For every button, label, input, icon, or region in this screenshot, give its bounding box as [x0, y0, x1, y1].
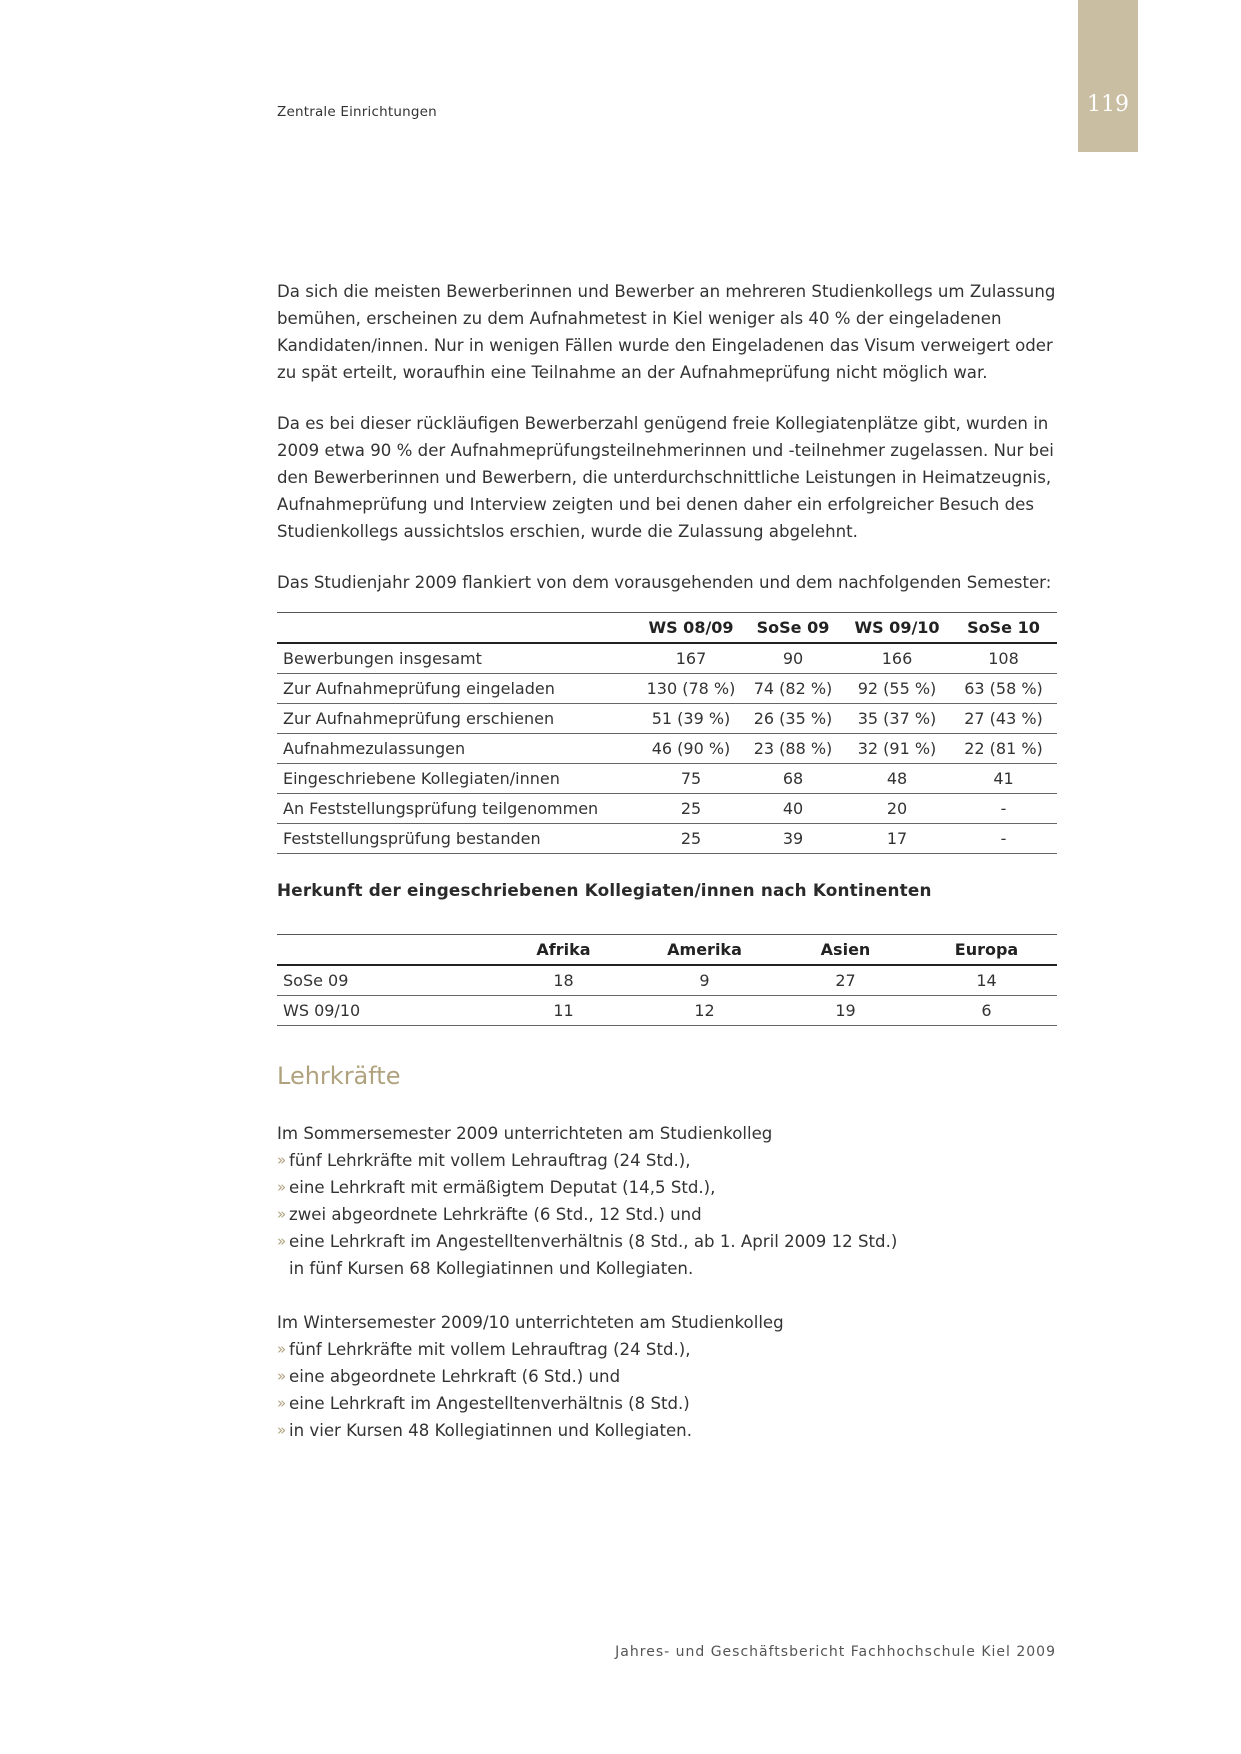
column-header — [277, 613, 640, 644]
table-cell: 46 (90 %) — [640, 734, 742, 764]
table-cell: 11 — [493, 996, 634, 1026]
row-label: SoSe 09 — [277, 965, 493, 996]
column-header: Afrika — [493, 935, 634, 966]
column-header: SoSe 10 — [950, 613, 1057, 644]
column-header: Amerika — [634, 935, 775, 966]
list-item-text: eine Lehrkraft im Angestelltenverhältnis (8 Std., ab 1. April 2009 12 Std.) — [289, 1232, 898, 1251]
list-item-text: fünf Lehrkräfte mit vollem Lehrauftrag (24 Std.), — [289, 1151, 691, 1170]
table-cell: 20 — [844, 794, 950, 824]
winter-intro: Im Wintersemester 2009/10 unterrichteten am Studienkolleg — [277, 1313, 784, 1332]
page-number: 119 — [1087, 92, 1129, 117]
table-row — [277, 643, 1057, 674]
table-row — [277, 704, 1057, 734]
row-label: An Feststellungsprüfung teilgenommen — [277, 794, 640, 824]
bullet-icon: » — [277, 1232, 287, 1250]
bullet-icon: » — [277, 1367, 287, 1385]
list-item — [277, 1201, 1057, 1228]
summer-intro: Im Sommersemester 2009 unterrichteten am Studienkolleg — [277, 1124, 773, 1143]
list-item — [277, 1228, 1057, 1255]
column-header: SoSe 09 — [742, 613, 844, 644]
table-cell: 22 (81 %) — [950, 734, 1057, 764]
table-row — [277, 764, 1057, 794]
table-row — [277, 996, 1057, 1026]
row-label: Eingeschriebene Kollegiaten/innen — [277, 764, 640, 794]
table-cell: 40 — [742, 794, 844, 824]
table-cell: 17 — [844, 824, 950, 854]
table-row — [277, 965, 1057, 996]
semester-statistics-table — [277, 612, 1057, 854]
list-item-text: eine Lehrkraft im Angestelltenverhältnis (8 Std.) — [289, 1394, 690, 1413]
table-cell: 12 — [634, 996, 775, 1026]
table-cell: 90 — [742, 643, 844, 674]
table-cell: 41 — [950, 764, 1057, 794]
column-header: Asien — [775, 935, 916, 966]
main-content — [277, 278, 1057, 1444]
summer-semester-teachers — [277, 1120, 1057, 1282]
table-header-row — [277, 935, 1057, 966]
table-cell: 27 (43 %) — [950, 704, 1057, 734]
table-cell: 14 — [916, 965, 1057, 996]
bullet-icon: » — [277, 1421, 287, 1439]
list-item — [277, 1363, 1057, 1390]
table-cell: 27 — [775, 965, 916, 996]
table-cell: 25 — [640, 794, 742, 824]
table-cell: 35 (37 %) — [844, 704, 950, 734]
winter-semester-teachers — [277, 1309, 1057, 1444]
list-item — [277, 1174, 1057, 1201]
column-header: WS 09/10 — [844, 613, 950, 644]
table-cell: 92 (55 %) — [844, 674, 950, 704]
summer-closing: in fünf Kursen 68 Kollegiatinnen und Kollegiaten. — [289, 1259, 694, 1278]
row-label: Zur Aufnahmeprüfung erschienen — [277, 704, 640, 734]
list-item-text: in vier Kursen 48 Kollegiatinnen und Kollegiaten. — [289, 1421, 692, 1440]
table-cell: 25 — [640, 824, 742, 854]
page-number-tab — [1078, 0, 1138, 152]
table-cell: 48 — [844, 764, 950, 794]
paragraph-applicants: Da sich die meisten Bewerberinnen und Bewerber an mehreren Studienkollegs um Zulassung bemühen, erscheinen zu dem Aufnahmetest in Kiel weniger als 40 % der eingeladenen Kandidaten/innen. Nur in wenigen Fällen wurde den Eingeladenen das Visum verweigert oder zu spät erteilt, woraufhin eine Teilnahme an der Aufnahmeprüfung nicht möglich war. — [277, 282, 1056, 382]
table-row — [277, 794, 1057, 824]
table-row — [277, 824, 1057, 854]
bullet-icon: » — [277, 1394, 287, 1412]
table-cell: 75 — [640, 764, 742, 794]
column-header — [277, 935, 493, 966]
table-cell: 6 — [916, 996, 1057, 1026]
list-item — [277, 1390, 1057, 1417]
table-cell: 63 (58 %) — [950, 674, 1057, 704]
row-label: WS 09/10 — [277, 996, 493, 1026]
column-header: WS 08/09 — [640, 613, 742, 644]
table-cell: 32 (91 %) — [844, 734, 950, 764]
paragraph-admissions: Da es bei dieser rückläufigen Bewerberzahl genügend freie Kollegiatenplätze gibt, wurden in 2009 etwa 90 % der Aufnahmeprüfungsteilnehmerinnen und -teilnehmer zugelassen. Nur bei den Bewerberinnen und Bewerbern, die unterdurchschnittliche Leistungen in Heimatzeugnis, Aufnahmeprüfung und Interview zeigten und bei denen daher ein erfolgreicher Besuch des Studienkollegs aussichtslos erschien, wurde die Zulassung abgelehnt. — [277, 414, 1054, 541]
row-label: Bewerbungen insgesamt — [277, 643, 640, 674]
paragraph-table-intro: Das Studienjahr 2009 flankiert von dem vorausgehenden und dem nachfolgenden Semester: — [277, 573, 1052, 592]
running-head: Zentrale Einrichtungen — [277, 104, 437, 120]
table-cell: 18 — [493, 965, 634, 996]
summer-list — [277, 1147, 1057, 1255]
table-cell: 39 — [742, 824, 844, 854]
list-item — [277, 1417, 1057, 1444]
row-label: Aufnahmezulassungen — [277, 734, 640, 764]
list-item-text: fünf Lehrkräfte mit vollem Lehrauftrag (24 Std.), — [289, 1340, 691, 1359]
table-cell: - — [950, 794, 1057, 824]
table-cell: 130 (78 %) — [640, 674, 742, 704]
list-item — [277, 1336, 1057, 1363]
bullet-icon: » — [277, 1178, 287, 1196]
bullet-icon: » — [277, 1151, 287, 1169]
table-row — [277, 674, 1057, 704]
table-cell: 9 — [634, 965, 775, 996]
table-cell: 19 — [775, 996, 916, 1026]
table-cell: 74 (82 %) — [742, 674, 844, 704]
column-header: Europa — [916, 935, 1057, 966]
table-cell: 51 (39 %) — [640, 704, 742, 734]
table-cell: - — [950, 824, 1057, 854]
origin-by-continent-table — [277, 934, 1057, 1026]
page-footer: Jahres- und Geschäftsbericht Fachhochschule Kiel 2009 — [615, 1644, 1056, 1660]
list-item-text: eine abgeordnete Lehrkraft (6 Std.) und — [289, 1367, 621, 1386]
table-cell: 68 — [742, 764, 844, 794]
table-cell: 108 — [950, 643, 1057, 674]
table-header-row — [277, 613, 1057, 644]
list-item — [277, 1147, 1057, 1174]
bullet-icon: » — [277, 1340, 287, 1358]
row-label: Zur Aufnahmeprüfung eingeladen — [277, 674, 640, 704]
winter-list — [277, 1336, 1057, 1444]
section-heading-teachers: Lehrkräfte — [277, 1062, 401, 1090]
table-cell: 167 — [640, 643, 742, 674]
table-row — [277, 734, 1057, 764]
table-cell: 23 (88 %) — [742, 734, 844, 764]
bullet-icon: » — [277, 1205, 287, 1223]
list-item-text: zwei abgeordnete Lehrkräfte (6 Std., 12 Std.) und — [289, 1205, 702, 1224]
row-label: Feststellungsprüfung bestanden — [277, 824, 640, 854]
table-cell: 26 (35 %) — [742, 704, 844, 734]
list-item-text: eine Lehrkraft mit ermäßigtem Deputat (14,5 Std.), — [289, 1178, 716, 1197]
table-cell: 166 — [844, 643, 950, 674]
origin-table-heading: Herkunft der eingeschriebenen Kollegiaten/innen nach Kontinenten — [277, 880, 932, 900]
